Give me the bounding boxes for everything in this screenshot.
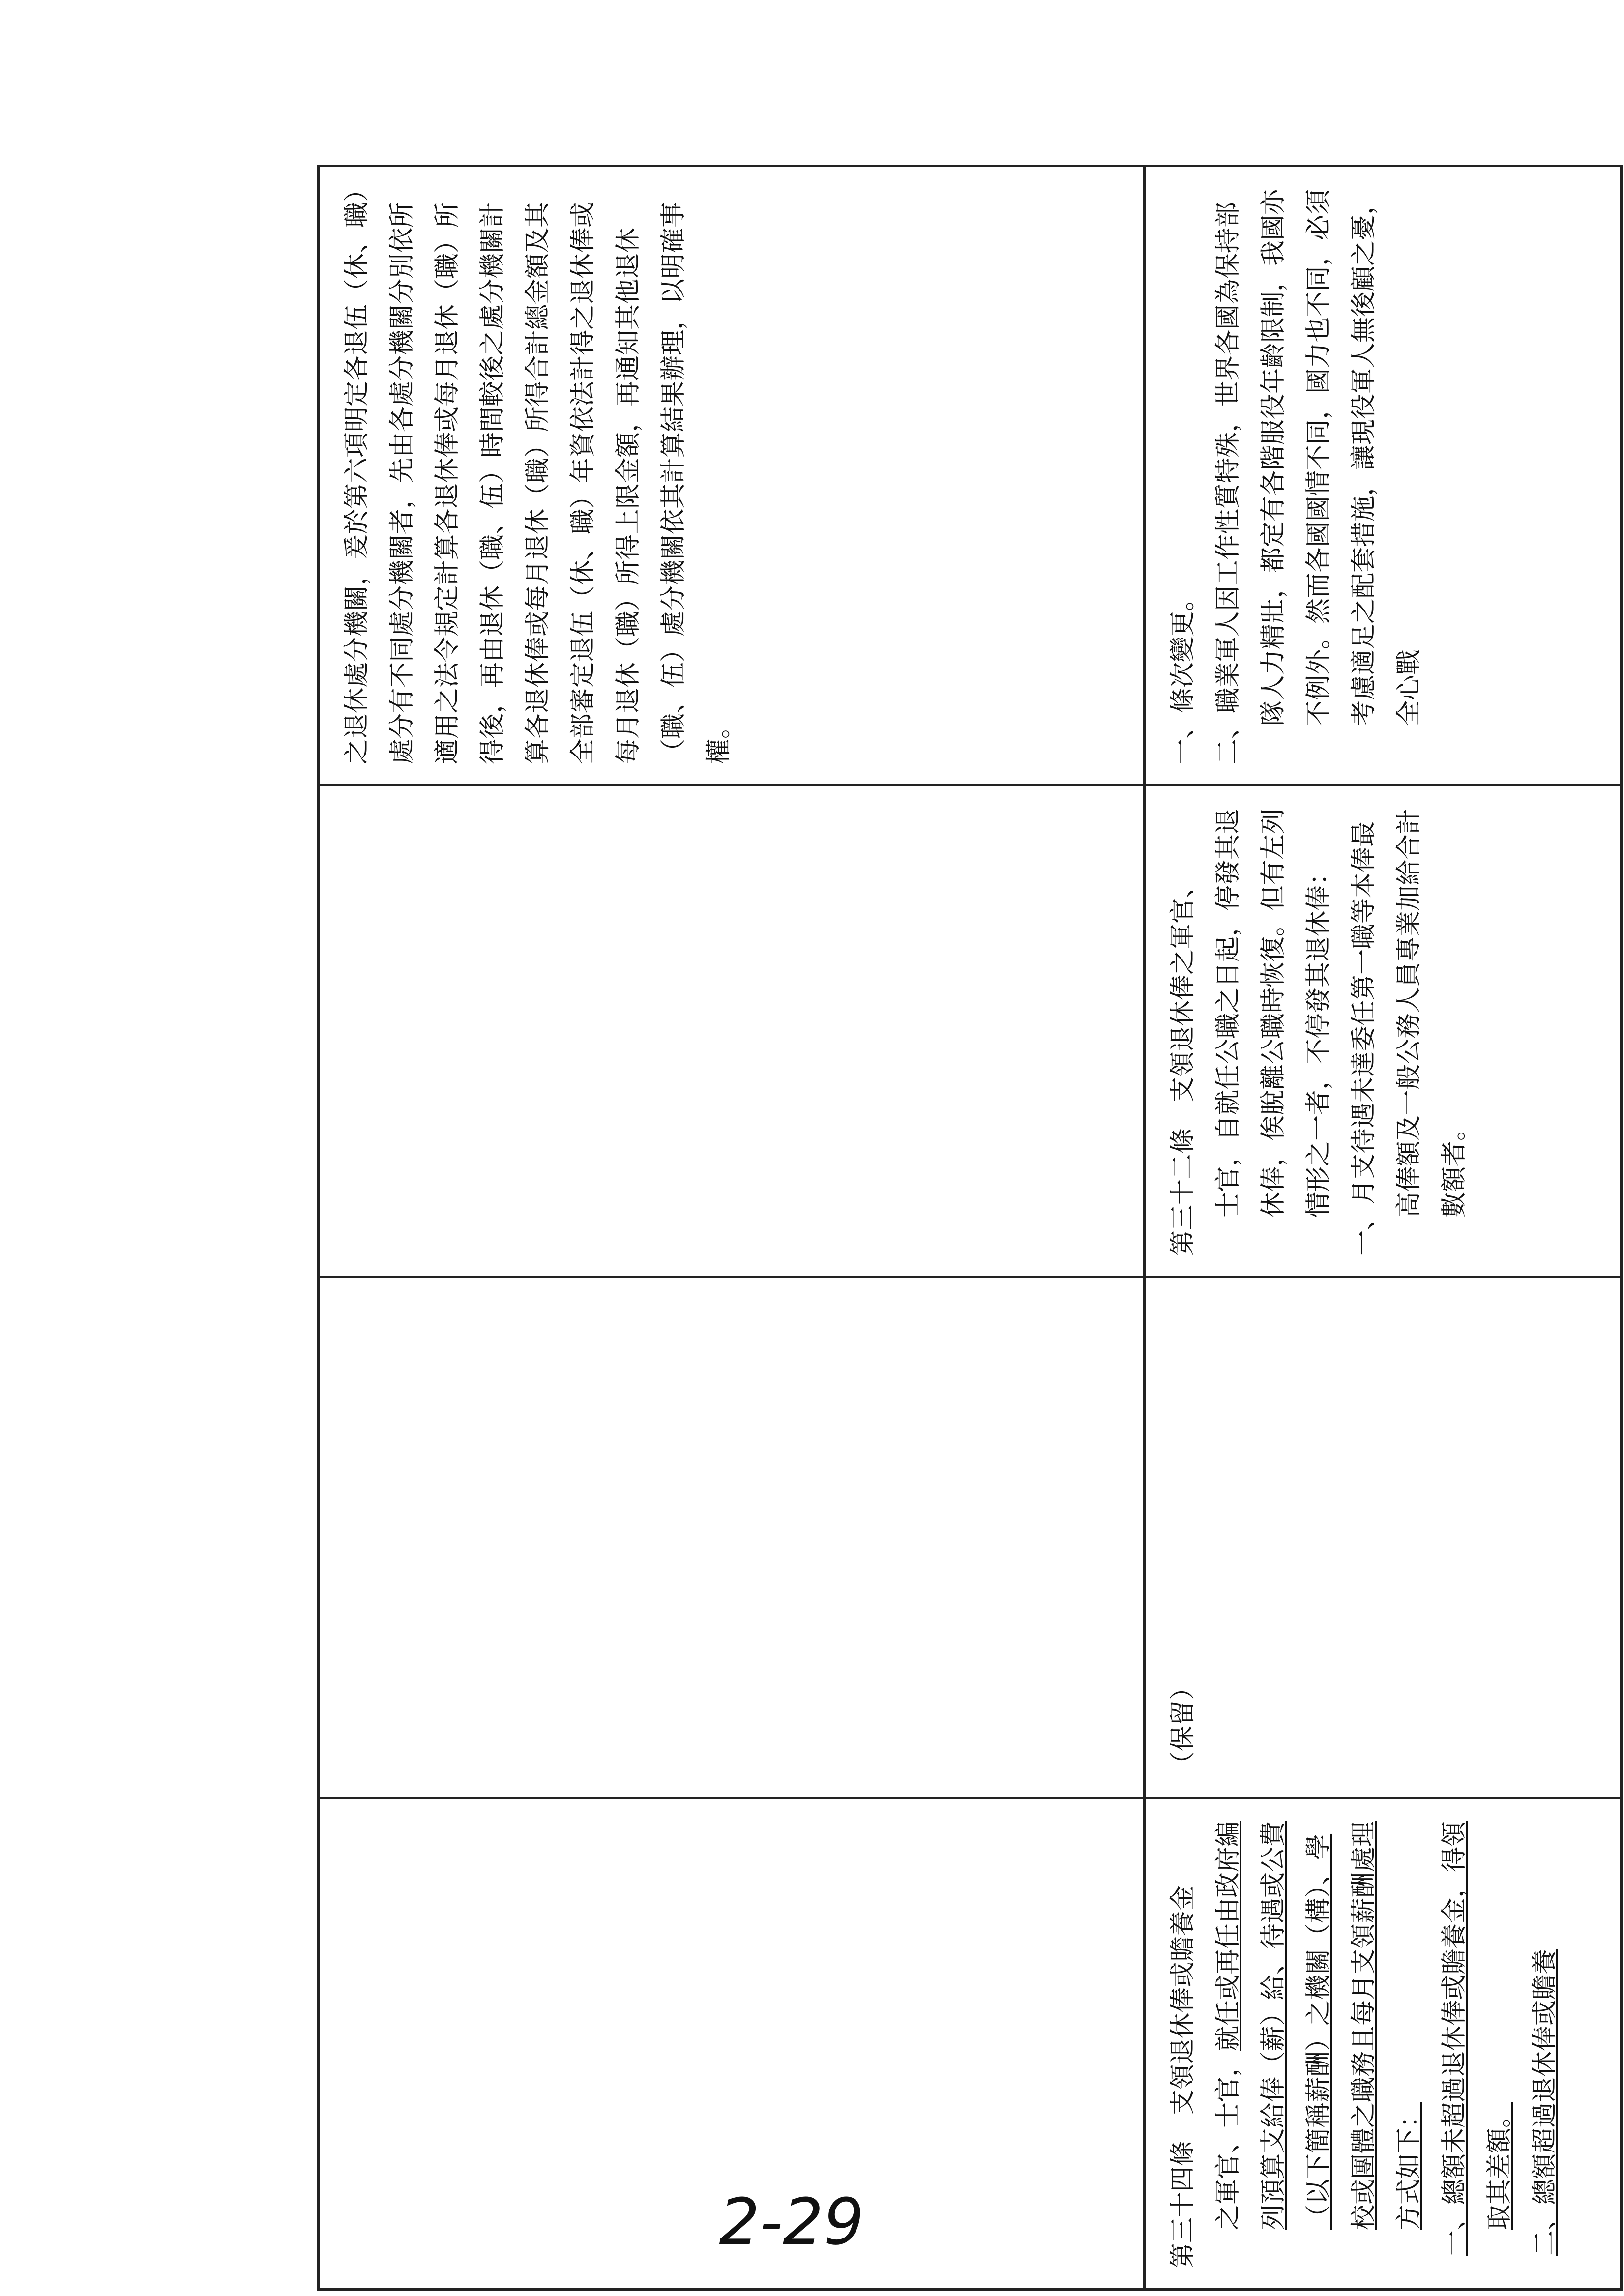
article-32-body: 士官，自就任公職之日起，停發其退休俸，俟脫離公職時恢復。但有左列情形之一者，不停發其退休俸： [1213,808,1333,1218]
table-row-bottom [1145,166,1622,2290]
explanation-item-2: 二、職業軍人因工作性質特殊，世界各國為保持部隊人力精壯，都定有各階服役年齡限制，我國亦不例外。然而各國國情不同，國力也不同，必須考慮適足之配套措施，讓現役軍人無後顧之憂，全心戰 [1213,189,1424,764]
article-34-body: 之軍官、士官，就任或再任由政府編列預算支給俸（薪）給、待遇或公費（以下簡稱薪酬）之機關（構）、學校或團體之職務且每月支領薪酬處理方式如下： [1213,1821,1424,2230]
cell-col1-bottom [1145,1798,1622,2290]
rotated-document-page [317,167,1620,2291]
cell-col4-top [319,166,1145,785]
article-34-title: 第三十四條 支領退休俸或贍養金 [1168,1885,1198,2268]
comparison-table [317,165,1623,2291]
cell-col4-bottom [1145,166,1622,785]
cell-col2-top [319,1277,1145,1798]
cell-col3-top [319,785,1145,1277]
article-32-title: 第三十二條 支領退休俸之軍官、 [1168,872,1198,1256]
cell-col2-bottom [1145,1277,1622,1798]
article-32-item-1: 一、月支待遇未達委任第一職等本俸最高俸額及一般公務人員專業加給合計數額者。 [1349,808,1469,1256]
page-number: 2-29 [719,2184,864,2259]
reserved-note: （保留） [1168,1674,1198,1777]
article-34-item-2: 二、總額超過退休俸或贍養 [1530,1948,1560,2256]
cell-col3-bottom [1145,785,1622,1277]
table-row-top [319,166,1145,2290]
article-34-item-1: 一、總額未超過退休俸或贍養金，得領取其差額。 [1440,1821,1514,2256]
explanation-item-1: 一、條次變更。 [1168,585,1198,764]
explanation-continued-text: 之退休處分機關，爰於第六項明定各退伍（休、職）處分有不同處分機關者，先由各處分機關分別依所適用之法令規定計算各退休俸或每月退休（職）所得後，再由退休（職、伍）時間較後之處分機關計算各退休俸或每月退休（職）所得合計總金額及其全部審定退伍（休、職）年資依法計得之退休俸或每月退休（職）所得上限金額，再通知其他退休（職、伍）處分機關依其計算結果辦理，以明確事權。 [342,189,734,764]
